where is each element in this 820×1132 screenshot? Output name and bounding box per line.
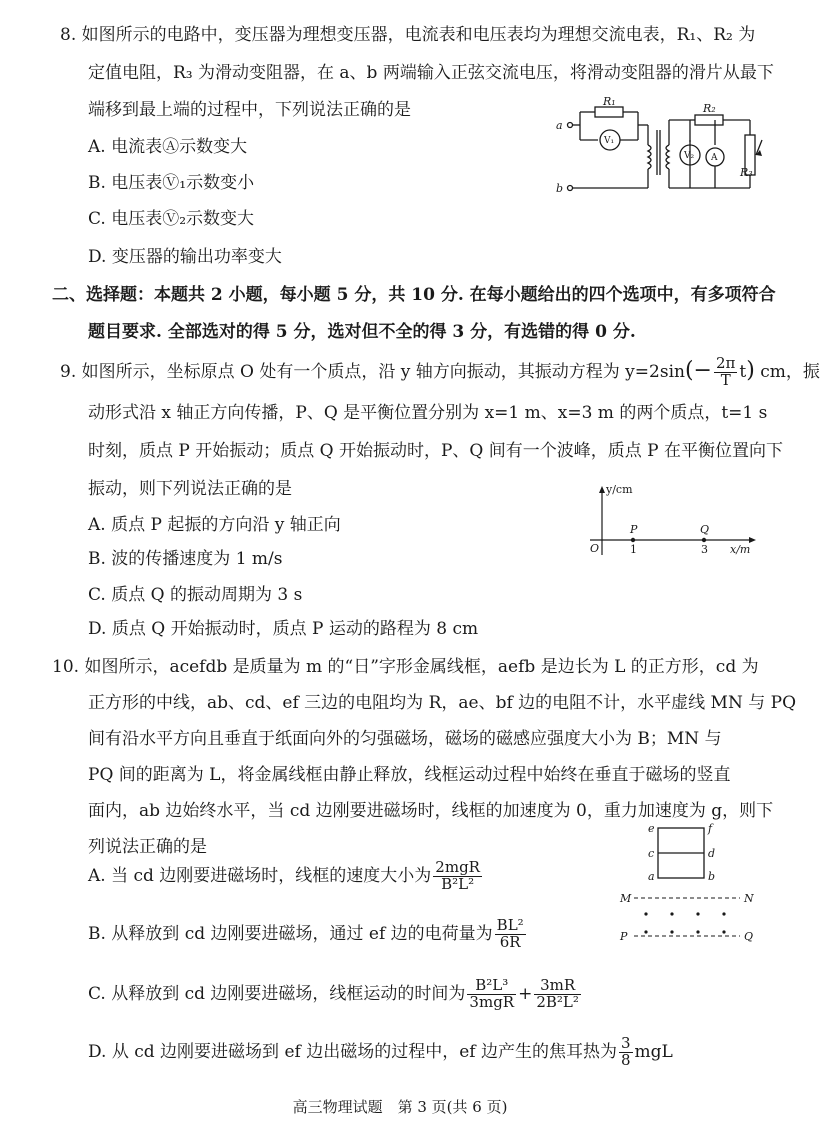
r2-label: R₂ xyxy=(703,102,716,115)
q10-option-d: D. 从 cd 边刚要进磁场到 ef 边出磁场的过程中，ef 边产生的焦耳热为 $\frac{3}{8}$ mgL xyxy=(88,1034,673,1069)
q10-option-d-fraction: $\frac{3}{8}$ xyxy=(620,1034,631,1069)
label-m: M xyxy=(620,892,632,905)
q9-line-2: 动形式沿 x 轴正方向传播，P、Q 是平衡位置分别为 x=1 m、x=3 m 的两个质点，t=1 s xyxy=(88,403,768,423)
q10-line-2: 正方形的中线，ab、cd、ef 三边的电阻均为 R，ae、bf 边的电阻不计，水平虚线 MN 与 PQ xyxy=(88,693,797,713)
q9-line-1-end: cm，振 xyxy=(760,361,820,382)
q10-option-b: B. 从释放到 cd 边刚要进磁场，通过 ef 边的电荷量为 $\frac{\text{BL²}}{6R}$ xyxy=(88,916,524,951)
origin-label: O xyxy=(590,542,600,555)
page-footer: 高三物理试题 第 3 页(共 6 页) xyxy=(292,1098,508,1116)
point-p xyxy=(631,538,635,542)
label-b: b xyxy=(708,870,716,883)
q9-option-a: A. 质点 P 起振的方向沿 y 轴正向 xyxy=(88,515,341,535)
q8-line-3: 端移到最上端的过程中，下列说法正确的是 xyxy=(88,100,411,120)
r3-label: R₃ xyxy=(740,166,753,179)
label-c: c xyxy=(648,847,655,860)
section2-line-1: 二、选择题：本题共 2 小题，每小题 5 分，共 10 分. 在每小题给出的四个选项中，有多项符合 xyxy=(52,285,776,305)
label-p: P xyxy=(620,930,628,943)
q10-option-c-fraction-1: $\frac{\text{B²L³}}{\text{3mgR}}$ xyxy=(469,976,515,1011)
section2-line-2: 题目要求. 全部选对的得 5 分，选对但不全的得 3 分，有选错的得 0 分. xyxy=(88,322,636,342)
q9-line-1: 9. 如图所示，坐标原点 O 处有一个质点，沿 y 轴方向振动，其振动方程为 y=2sin(− $\frac{2\pi}{T}$ t) cm，振 xyxy=(60,354,820,389)
r1-label: R₁ xyxy=(603,95,616,108)
q10-option-a: A. 当 cd 边刚要进磁场时，线框的速度大小为 $\frac{\text{2mgR}}{\text{B²L²}}$ xyxy=(88,858,480,893)
v2-label: V₂ xyxy=(684,151,695,161)
q10-line-6: 列说法正确的是 xyxy=(88,837,207,857)
label-d: d xyxy=(708,847,716,860)
q10-option-a-fraction: $\frac{\text{2mgR}}{\text{B²L²}}$ xyxy=(435,858,480,893)
r2-resistor xyxy=(695,115,723,125)
label-a: a xyxy=(648,870,655,883)
terminal-b-label: b xyxy=(556,182,564,195)
q9-option-c: C. 质点 Q 的振动周期为 3 s xyxy=(88,585,303,605)
p-label: P xyxy=(630,523,638,536)
tick-3-label: 3 xyxy=(701,543,708,556)
q8-line-2: 定值电阻，R₃ 为滑动变阻器，在 a、b 两端输入正弦交流电压，将滑动变阻器的滑片从最下 xyxy=(88,63,774,83)
q10-line-5: 面内，ab 边始终水平，当 cd 边刚要进磁场时，线框的加速度为 0，重力加速度为 g，则下 xyxy=(88,801,774,821)
q10-line-1: 10. 如图所示，acefdb 是质量为 m 的“日”字形金属线框，aefb 是边长为 L 的正方形，cd 为 xyxy=(52,657,759,677)
tick-1-label: 1 xyxy=(630,543,637,556)
q8-line-1: 8. 如图所示的电路中，变压器为理想变压器，电流表和电压表均为理想交流电表，R₁、R₂ 为 xyxy=(60,25,756,45)
label-n: N xyxy=(744,892,754,905)
q8-option-c: C. 电压表Ⓥ₂示数变大 xyxy=(88,209,255,229)
q10-line-3: 间有沿水平方向且垂直于纸面向外的匀强磁场，磁场的磁感应强度大小为 B；MN 与 xyxy=(88,729,722,749)
q9-option-b: B. 波的传播速度为 1 m/s xyxy=(88,549,283,569)
q9-axis-figure xyxy=(580,480,765,560)
q8-option-b: B. 电压表Ⓥ₁示数变小 xyxy=(88,173,255,193)
q8-option-d: D. 变压器的输出功率变大 xyxy=(88,247,282,267)
ammeter-label: A xyxy=(711,153,718,163)
terminal-a-label: a xyxy=(556,119,563,132)
q9-line-3: 时刻，质点 P 开始振动；质点 Q 开始振动时，P、Q 间有一个波峰，质点 P 在平衡位置向下 xyxy=(88,441,784,461)
q8-circuit-figure xyxy=(550,95,770,200)
x-axis-label: x/m xyxy=(730,543,751,556)
q10-option-b-fraction: $\frac{\text{BL²}}{6R}$ xyxy=(496,916,524,951)
label-f: f xyxy=(708,822,713,835)
q9-option-d: D. 质点 Q 开始振动时，质点 P 运动的路程为 8 cm xyxy=(88,619,479,639)
r1-resistor xyxy=(595,107,623,117)
q9-line-1-text: 9. 如图所示，坐标原点 O 处有一个质点，沿 y 轴方向振动，其振动方程为 y=2sin xyxy=(60,361,685,382)
q10-option-c-fraction-2: $\frac{3mR}{\text{2B²L²}}$ xyxy=(536,976,579,1011)
q-label: Q xyxy=(700,523,710,536)
q9-line-4: 振动，则下列说法正确的是 xyxy=(88,479,292,499)
q10-option-c: C. 从释放到 cd 边刚要进磁场，线框运动的时间为 $\frac{\text{B²L³}}{\text{3mgR}}$ + $\frac{3mR}{\text{2B²L²}}$ xyxy=(88,976,579,1011)
y-axis-label: y/cm xyxy=(606,483,633,496)
q9-equation-fraction: $\frac{2\pi}{T}$ xyxy=(716,354,736,389)
label-e: e xyxy=(648,822,655,835)
q10-line-4: PQ 间的距离为 L，将金属线框由静止释放，线框运动过程中始终在垂直于磁场的竖直 xyxy=(88,765,731,785)
magnetic-field-dots xyxy=(644,912,725,933)
q10-frame-figure xyxy=(610,818,765,948)
label-q: Q xyxy=(744,930,754,943)
q8-option-a: A. 电流表Ⓐ示数变大 xyxy=(88,137,248,157)
v1-label: V₁ xyxy=(604,136,615,146)
point-q xyxy=(702,538,706,542)
